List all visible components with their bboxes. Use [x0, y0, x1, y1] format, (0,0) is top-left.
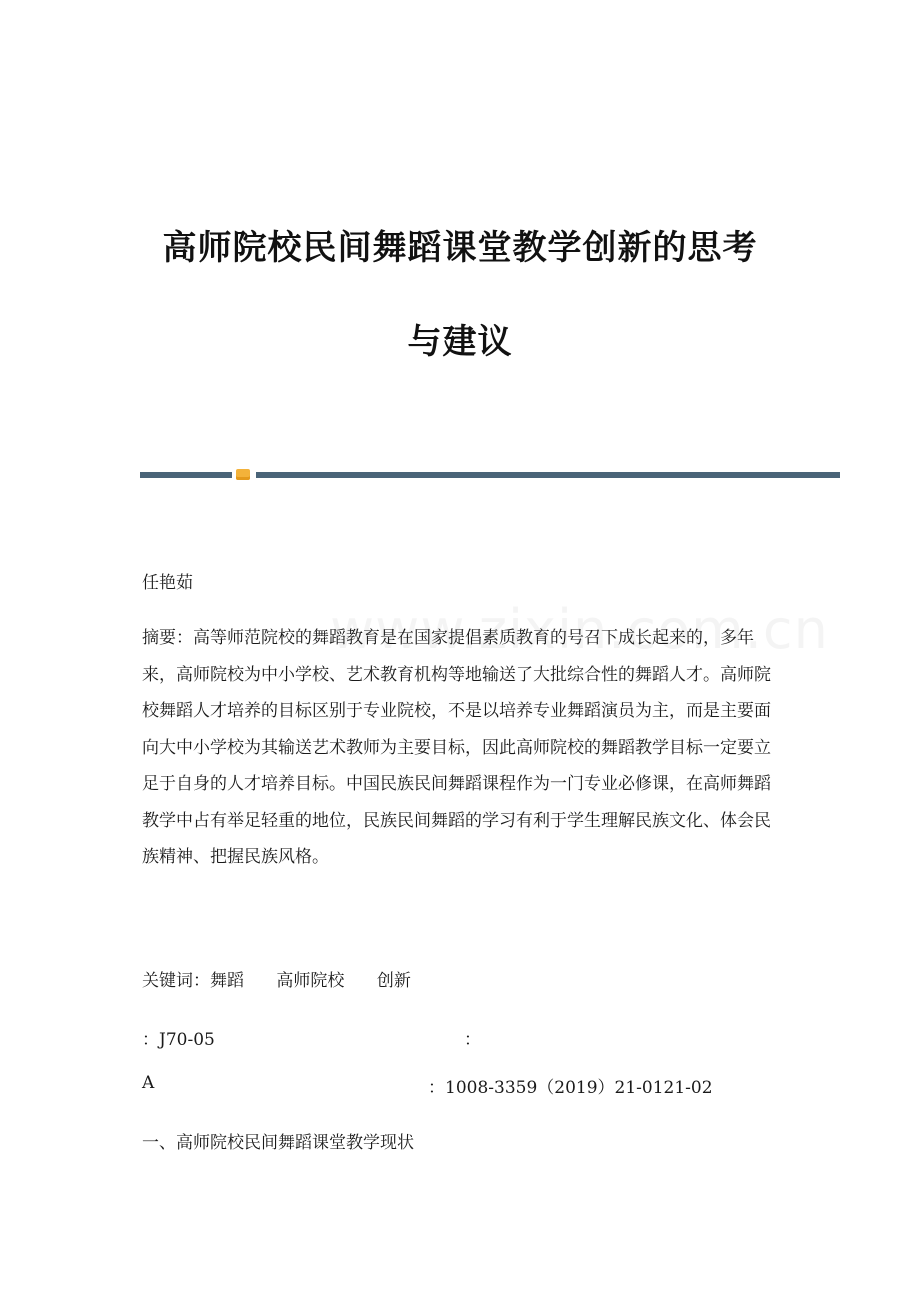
classification-number: ：J70-05 [142, 1030, 215, 1050]
author-name: 任艳茹 [142, 573, 193, 593]
keywords-line: 关键词：舞蹈 高师院校 创新 [142, 971, 411, 991]
document-title-line1: 高师院校民间舞蹈课堂教学创新的思考 [162, 228, 758, 268]
document-code: A [142, 1073, 155, 1093]
document-code-label: ： [464, 1030, 481, 1050]
article-number: ：1008-3359（2019）21-0121-02 [428, 1078, 713, 1098]
divider-rule-right [256, 472, 840, 478]
divider-envelope-icon [236, 469, 250, 480]
abstract-paragraph: 摘要：高等师范院校的舞蹈教育是在国家提倡素质教育的号召下成长起来的，多年来，高师院校为中小学校、艺术教育机构等地输送了大批综合性的舞蹈人才。高师院校舞蹈人才培养的目标区别于专业院校，不是以培养专业舞蹈演员为主，而是主要面向大中小学校为其输送艺术教师为主要目标，因此高师院校的舞蹈教学目标一定要立足于自身的人才培养目标。中国民族民间舞蹈课程作为一门专业必修课，在高师舞蹈教学中占有举足轻重的地位，民族民间舞蹈的学习有利于学生理解民族文化、体会民族精神、把握民族风格。 [142, 628, 771, 867]
document-title-line2: 与建议 [407, 322, 513, 362]
section-heading: 一、高师院校民间舞蹈课堂教学现状 [142, 1133, 414, 1153]
divider-rule-left [140, 472, 232, 478]
